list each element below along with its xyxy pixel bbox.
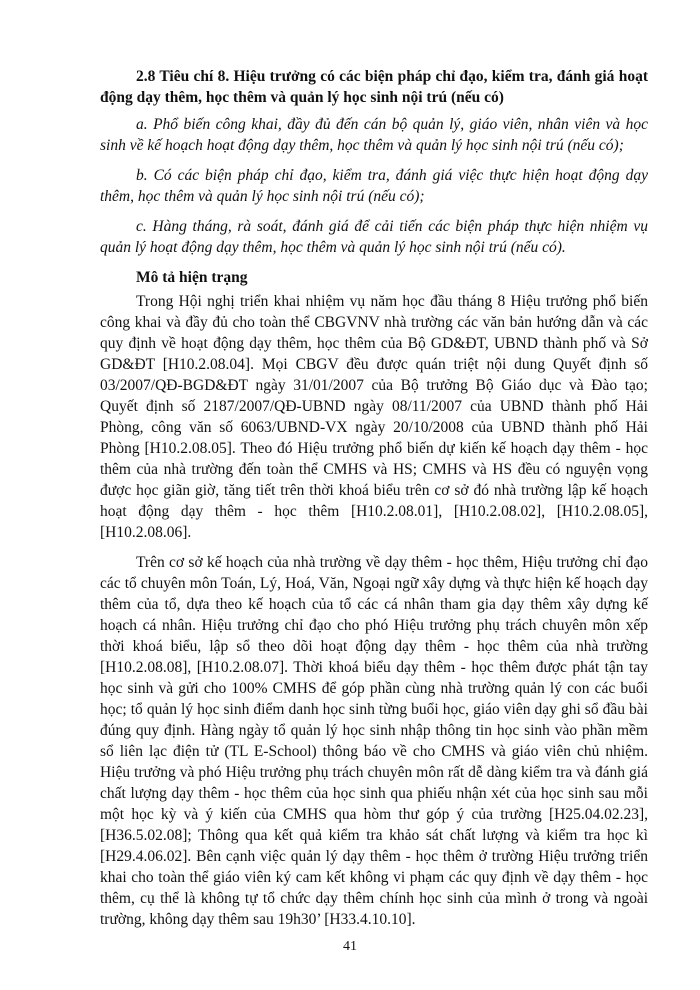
criterion-a: a. Phổ biến công khai, đầy đủ đến cán bộ quản lý, giáo viên, nhân viên và học sinh về kế hoạch hoạt động dạy thêm, học thêm và quản lý học sinh nội trú (nếu có); — [100, 116, 648, 154]
body-paragraph: Trên cơ sở kế hoạch của nhà trường về dạy thêm - học thêm, Hiệu trưởng chỉ đạo các tổ chuyên môn Toán, Lý, Hoá, Văn, Ngoại ngữ xây dựng và thực hiện kế hoạch dạy thêm của tổ, dựa theo kế hoạch của tổ các cá nhân tham gia dạy thêm xây dựng kế hoạch cá nhân. Hiệu trưởng chỉ đạo cho phó Hiệu trưởng phụ trách chuyên môn xếp thời khoá biểu, lập sổ theo dõi hoạt động dạy thêm - học thêm của nhà trường [H10.2.08.08], [H10.2.08.07]. Thời khoá biểu dạy thêm - học thêm được phát tận tay học sinh và gửi cho 100% CMHS để góp phần cùng nhà trường quản lý con các buổi học; tổ quản lý học sinh điểm danh học sinh từng buổi học, giáo viên dạy ghi sổ đầu bài đúng quy định. Hàng ngày tổ quản lý học sinh nhập thông tin học sinh vào phần mềm sổ liên lạc điện tử (TL E-School) thông báo về cho CMHS và giáo viên chủ nhiệm. Hiệu trưởng và phó Hiệu trưởng phụ trách chuyên môn rất dễ dàng kiểm tra và đánh giá chất lượng dạy thêm - học thêm của học sinh qua phiếu nhận xét của học sinh sau mỗi một học kỳ và ý kiến của CMHS qua hòm thư góp ý của trường [H25.04.02.23], [H36.5.02.08]; Thông qua kết quả kiểm tra khảo sát chất lượng và kiểm tra học kì [H29.4.06.02]. Bên cạnh việc quản lý dạy thêm - học thêm ở trường Hiệu trưởng triển khai cho toàn thể giáo viên ký cam kết không vi phạm các quy định về dạy thêm - học thêm, cụ thể là không tự tổ chức dạy thêm chính học sinh của mình ở trong và ngoài trường, không dạy thêm sau 19h30’ [H33.4.10.10]. — [100, 554, 648, 928]
criterion-c: c. Hàng tháng, rà soát, đánh giá để cải tiến các biện pháp thực hiện nhiệm vụ quản lý hoạt động dạy thêm, học thêm và quản lý học sinh nội trú (nếu có). — [100, 218, 648, 256]
criterion-b: b. Có các biện pháp chỉ đạo, kiểm tra, đánh giá việc thực hiện hoạt động dạy thêm, học thêm và quản lý học sinh nội trú (nếu có); — [100, 167, 648, 205]
page-number: 41 — [343, 939, 357, 954]
body-paragraph: Trong Hội nghị triển khai nhiệm vụ năm học đầu tháng 8 Hiệu trưởng phổ biến công khai và đầy đủ cho toàn thể CBGVNV nhà trường các văn bản hướng dẫn và các quy định về hoạt động dạy thêm, học thêm của Bộ GD&ĐT, UBND thành phố và Sở GD&ĐT [H10.2.08.04]. Mọi CBGV đều được quán triệt nội dung Quyết định số 03/2007/QĐ-BGD&ĐT ngày 31/01/2007 của Bộ trưởng Bộ Giáo dục và Đào tạo; Quyết định số 2187/2007/QĐ-UBND ngày 08/11/2007 của UBND thành phố Hải Phòng, công văn số 6063/UBND-VX ngày 20/10/2008 của UBND thành phố Hải Phòng [H10.2.08.05]. Theo đó Hiệu trưởng phổ biến dự kiến kế hoạch dạy thêm - học thêm của nhà trường đến toàn thể CMHS và HS; CMHS và HS đều có nguyện vọng được học giãn giờ, tăng tiết trên thời khoá biểu trên cơ sở đó nhà trường lập kế hoạch hoạt động dạy thêm - học thêm [H10.2.08.01], [H10.2.08.02], [H10.2.08.05], [H10.2.08.06]. — [100, 293, 648, 541]
section-subheading: Mô tả hiện trạng — [136, 269, 248, 286]
document-page — [100, 66, 648, 939]
section-heading: 2.8 Tiêu chí 8. Hiệu trưởng có các biện pháp chỉ đạo, kiểm tra, đánh giá hoạt động dạy thêm, học thêm và quản lý học sinh nội trú (nếu có) — [100, 68, 648, 106]
